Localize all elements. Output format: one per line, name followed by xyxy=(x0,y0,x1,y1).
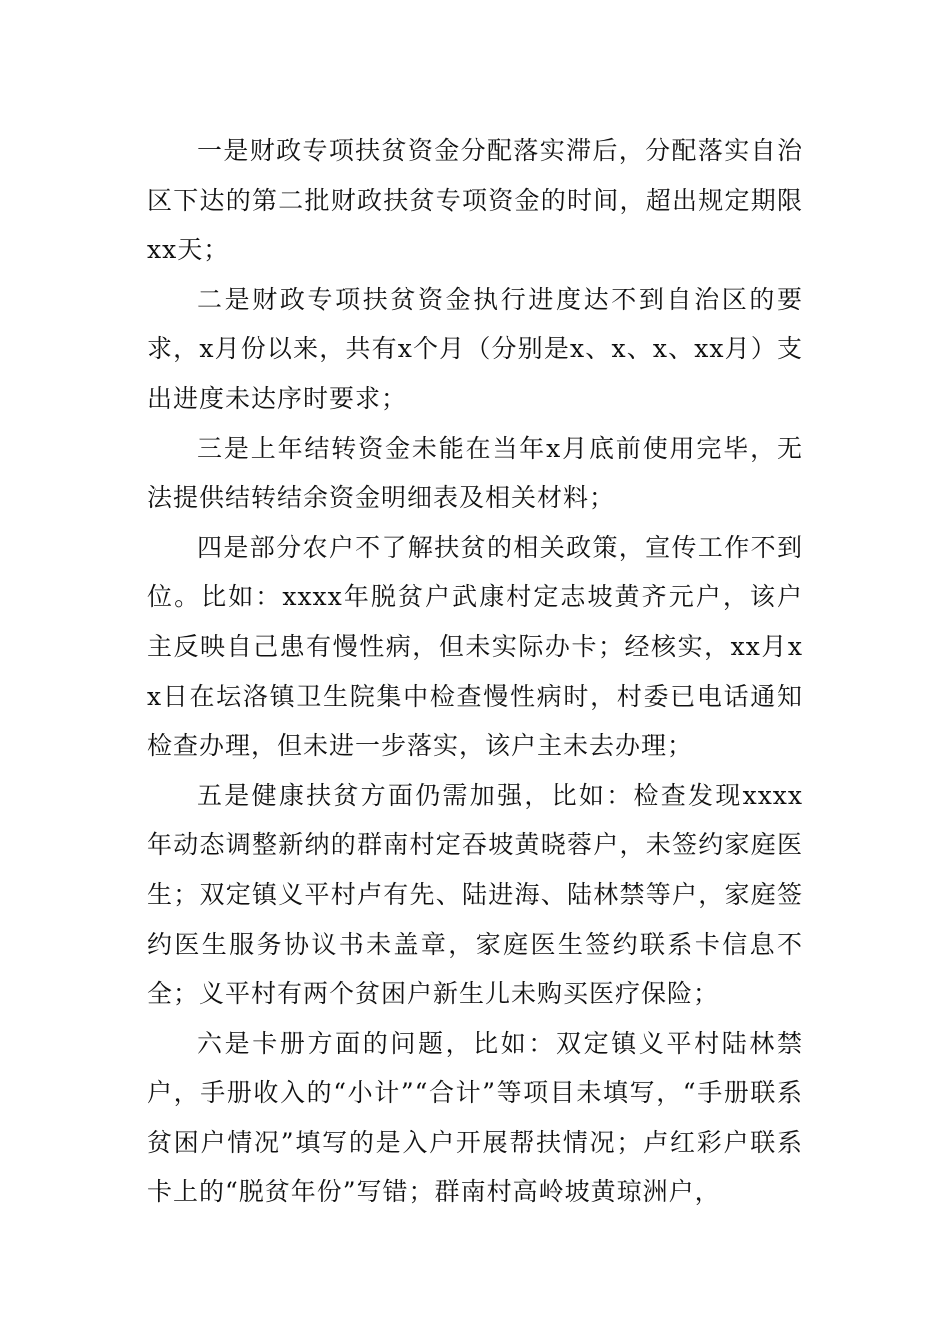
paragraph-1: 一是财政专项扶贫资金分配落实滞后，分配落实自治区下达的第二批财政扶贫专项资金的时间，超出规定期限xx天； xyxy=(147,136,803,265)
paragraph-4: 四是部分农户不了解扶贫的相关政策，宣传工作不到位。比如：xxxx年脱贫户武康村定志坡黄齐元户，该户主反映自己患有慢性病，但未实际办卡；经核实，xx月xx日在坛洛镇卫生院集中检查慢性病时，村委已电话通知检查办理，但未进一步落实，该户主未去办理； xyxy=(147,532,803,761)
document-body xyxy=(147,126,803,1217)
paragraph-3: 三是上年结转资金未能在当年x月底前使用完毕，无法提供结转结余资金明细表及相关材料； xyxy=(147,433,803,513)
paragraph-5: 五是健康扶贫方面仍需加强，比如：检查发现xxxx年动态调整新纳的群南村定吞坡黄晓蓉户，未签约家庭医生；双定镇义平村卢有先、陆进海、陆林禁等户，家庭签约医生服务协议书未盖章，家庭医生签约联系卡信息不全；义平村有两个贫困户新生儿未购买医疗保险； xyxy=(147,780,803,1009)
paragraph-6: 六是卡册方面的问题，比如：双定镇义平村陆林禁户，手册收入的“小计”“合计”等项目未填写，“手册联系贫困户情况”填写的是入户开展帮扶情况；卢红彩户联系卡上的“脱贫年份”写错；群南村高岭坡黄琼洲户， xyxy=(147,1028,803,1207)
paragraph-2: 二是财政专项扶贫资金执行进度达不到自治区的要求，x月份以来，共有x个月（分别是x、x、x、xx月）支出进度未达序时要求； xyxy=(147,284,803,413)
